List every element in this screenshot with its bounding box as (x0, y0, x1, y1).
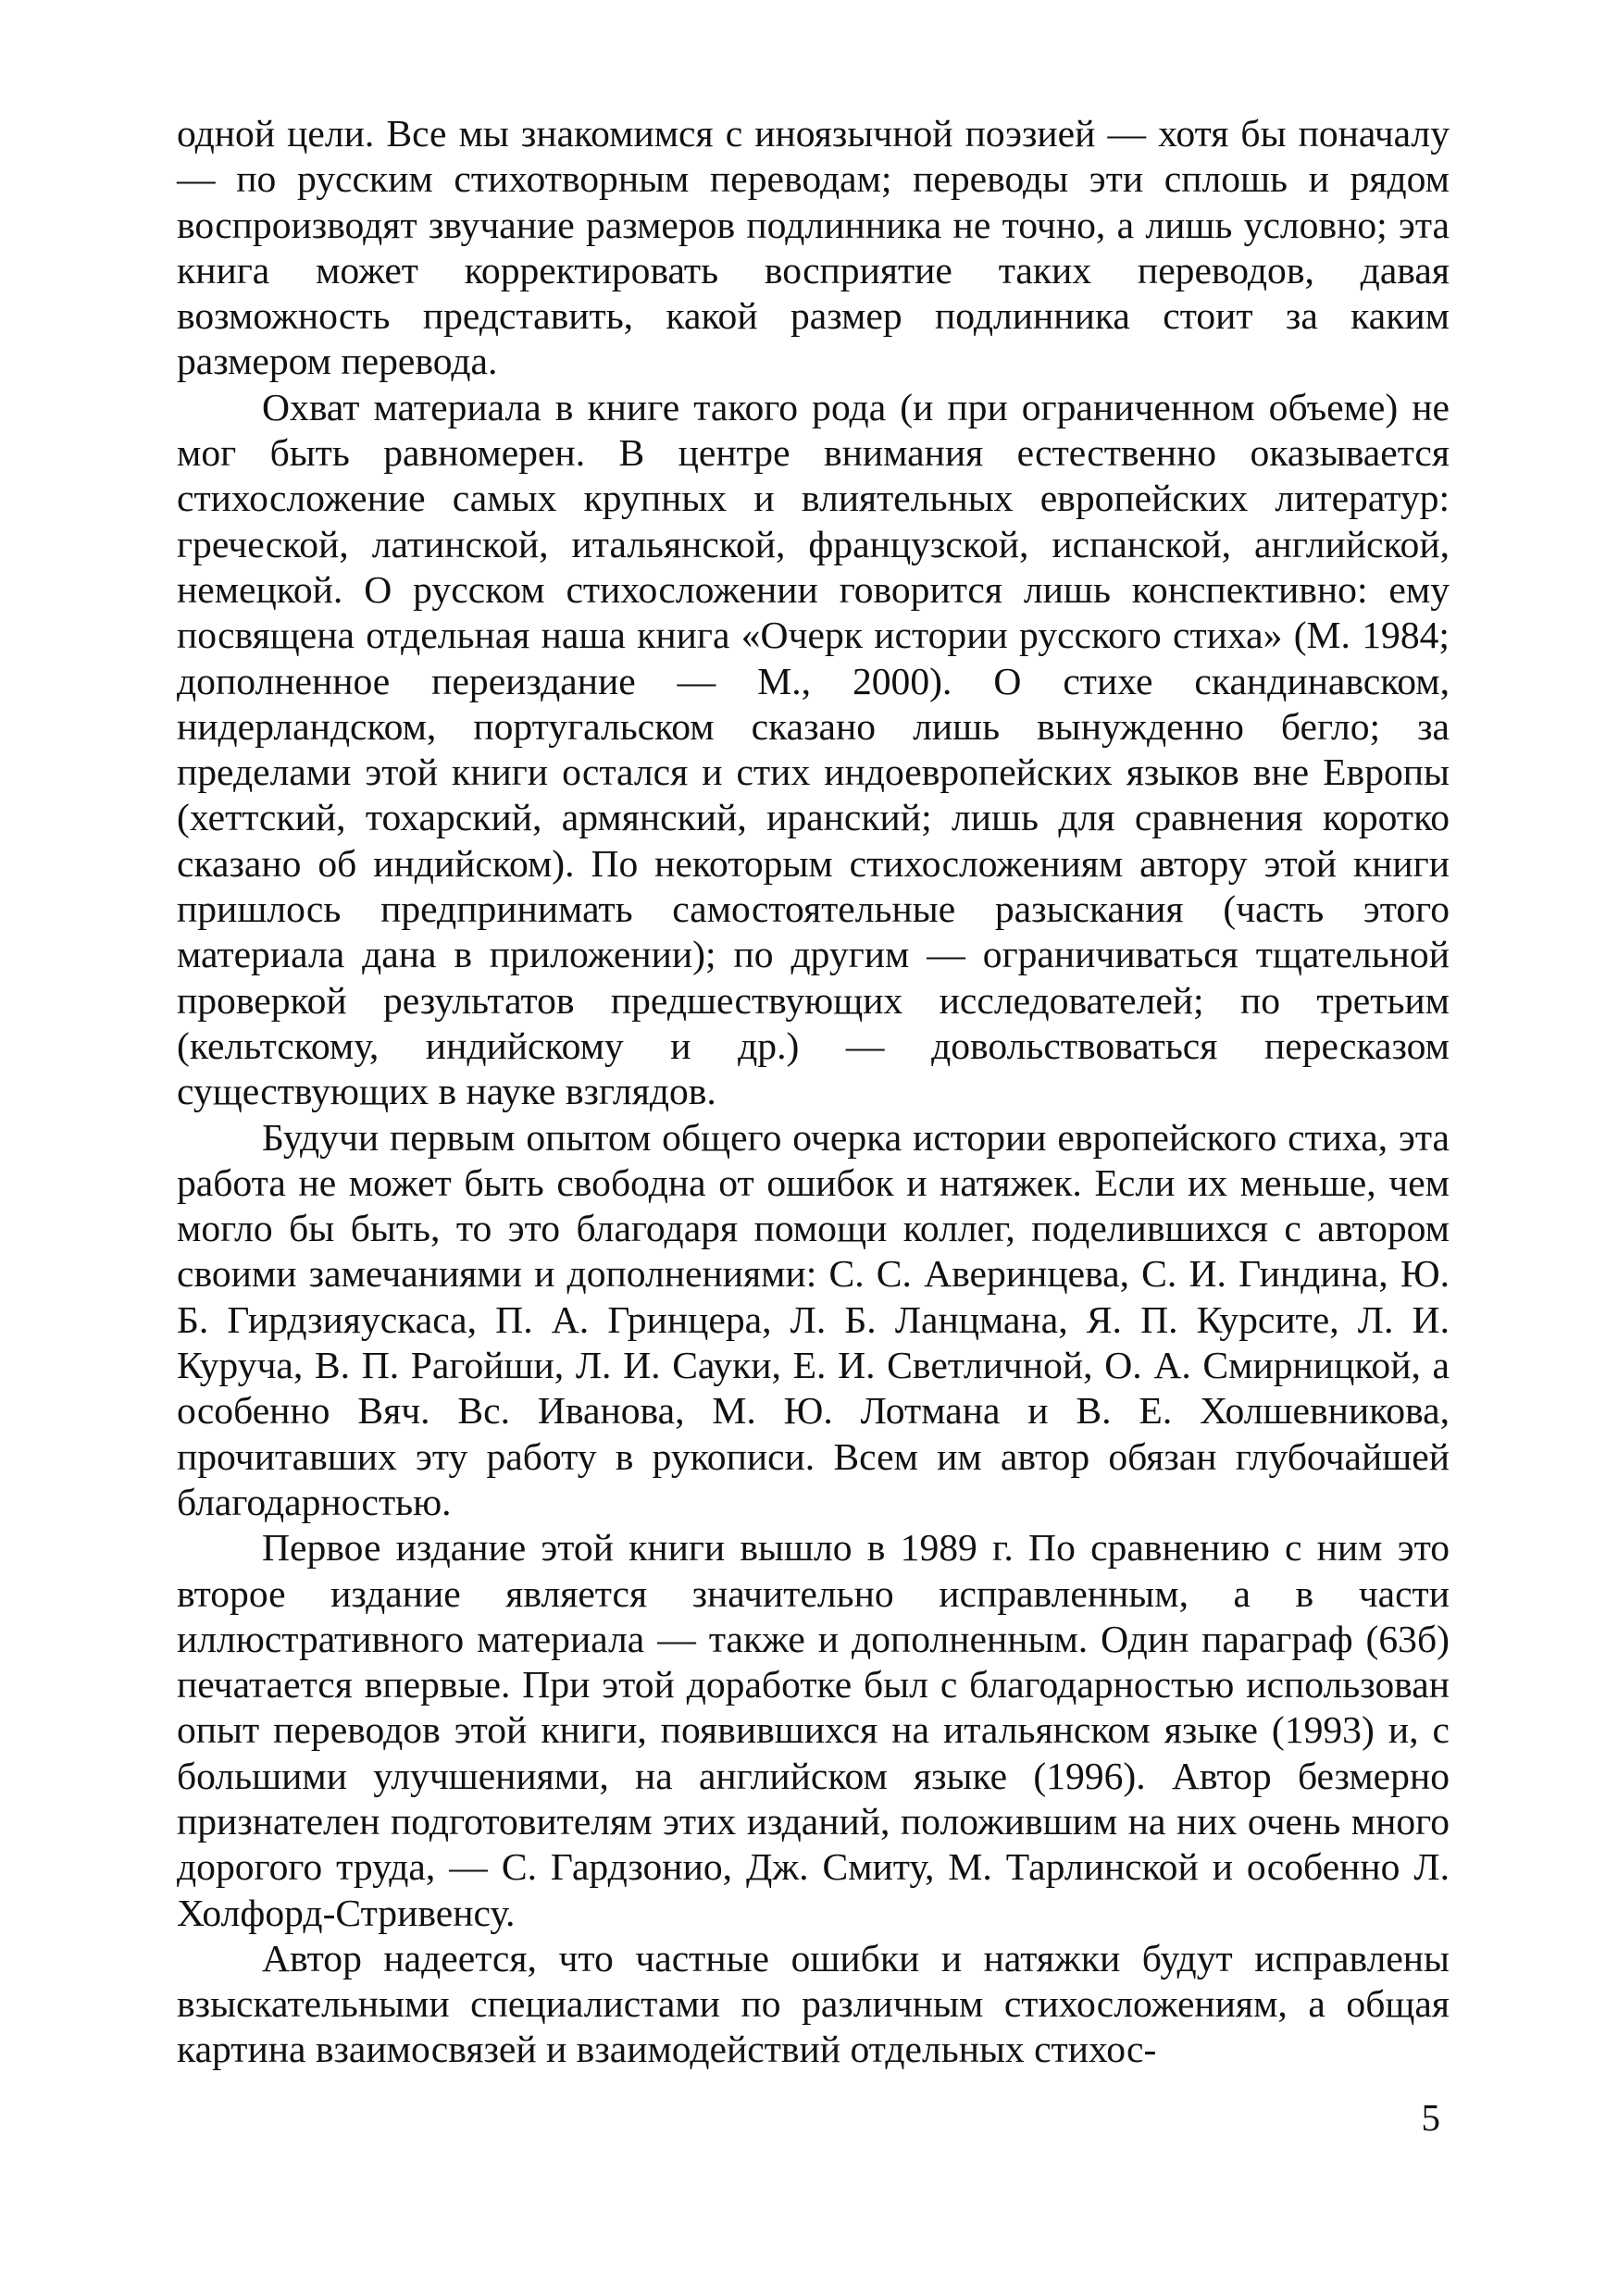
page-body (177, 111, 1450, 2128)
paragraph-3: Будучи первым опытом общего очерка истории европейского стиха, эта работа не может быть свободна от ошибок и натяжек. Если их меньше, чем могло бы быть, то это благодаря помощи коллег, поделившихся с автором своими замечаниями и дополнениями: С. С. Аверинцева, С. И. Гиндина, Ю. Б. Гирдзияускаса, П. А. Гринцера, Л. Б. Ланцмана, Я. П. Курсите, Л. И. Куруча, В. П. Рагойши, Л. И. Сауки, Е. И. Светличной, О. А. Смирницкой, а особенно Вяч. Вс. Иванова, М. Ю. Лотмана и В. Е. Холшевникова, прочитавших эту работу в рукописи. Всем им автор обязан глубочайшей благодарностью. (177, 1115, 1450, 1523)
paragraph-4: Первое издание этой книги вышло в 1989 г. По сравнению с ним это второе издание является значительно исправленным, а в части иллюстративного материала — также и дополненным. Один параграф (63б) печатается впервые. При этой доработке был с благодарностью использован опыт переводов этой книги, появившихся на итальянском языке (1993) и, с большими улучшениями, на английском языке (1996). Автор безмерно признателен подготовителям этих изданий, положившим на них очень много дорогого труда, — С. Гардзонио, Дж. Смиту, М. Тарлинской и особенно Л. Холфорд-Стривенсу. (177, 1526, 1450, 1934)
page-number: 5 (1421, 2096, 1440, 2139)
paragraph-1: одной цели. Все мы знакомимся с иноязычной поэзией — хотя бы поначалу — по русским стихотворным переводам; переводы эти сплошь и рядом воспроизводят звучание размеров подлинника не точно, а лишь условно; эта книга может корректировать восприятие таких переводов, давая возможность представить, какой размер подлинника стоит за каким размером перевода. (177, 112, 1450, 383)
paragraph-5: Автор надеется, что частные ошибки и натяжки будут исправлены взыскательными специалистами по различным стихосложениям, а общая картина взаимосвязей и взаимодействий отдельных стихос- (177, 1936, 1450, 2071)
paragraph-2: Охват материала в книге такого рода (и при ограниченном объеме) не мог быть равномерен. В центре внимания естественно оказывается стихосложение самых крупных и влиятельных европейских литератур: греческой, латинской, итальянской, французской, испанской, английской, немецкой. О русском стихосложении говорится лишь конспективно: ему посвящена отдельная наша книга «Очерк истории русского стиха» (М. 1984; дополненное переиздание — М., 2000). О стихе скандинавском, нидерландском, португальском сказано лишь вынужденно бегло; за пределами этой книги остался и стих индоевропейских языков вне Европы (хеттский, тохарский, армянский, иранский; лишь для сравнения коротко сказано об индийском). По некоторым стихосложениям автору этой книги пришлось предпринимать самостоятельные разыскания (часть этого материала дана в приложении); по другим — ограничиваться тщательной проверкой результатов предшествующих исследователей; по третьим (кельтскому, индийскому и др.) — довольствоваться пересказом существующих в науке взглядов. (177, 385, 1450, 1113)
